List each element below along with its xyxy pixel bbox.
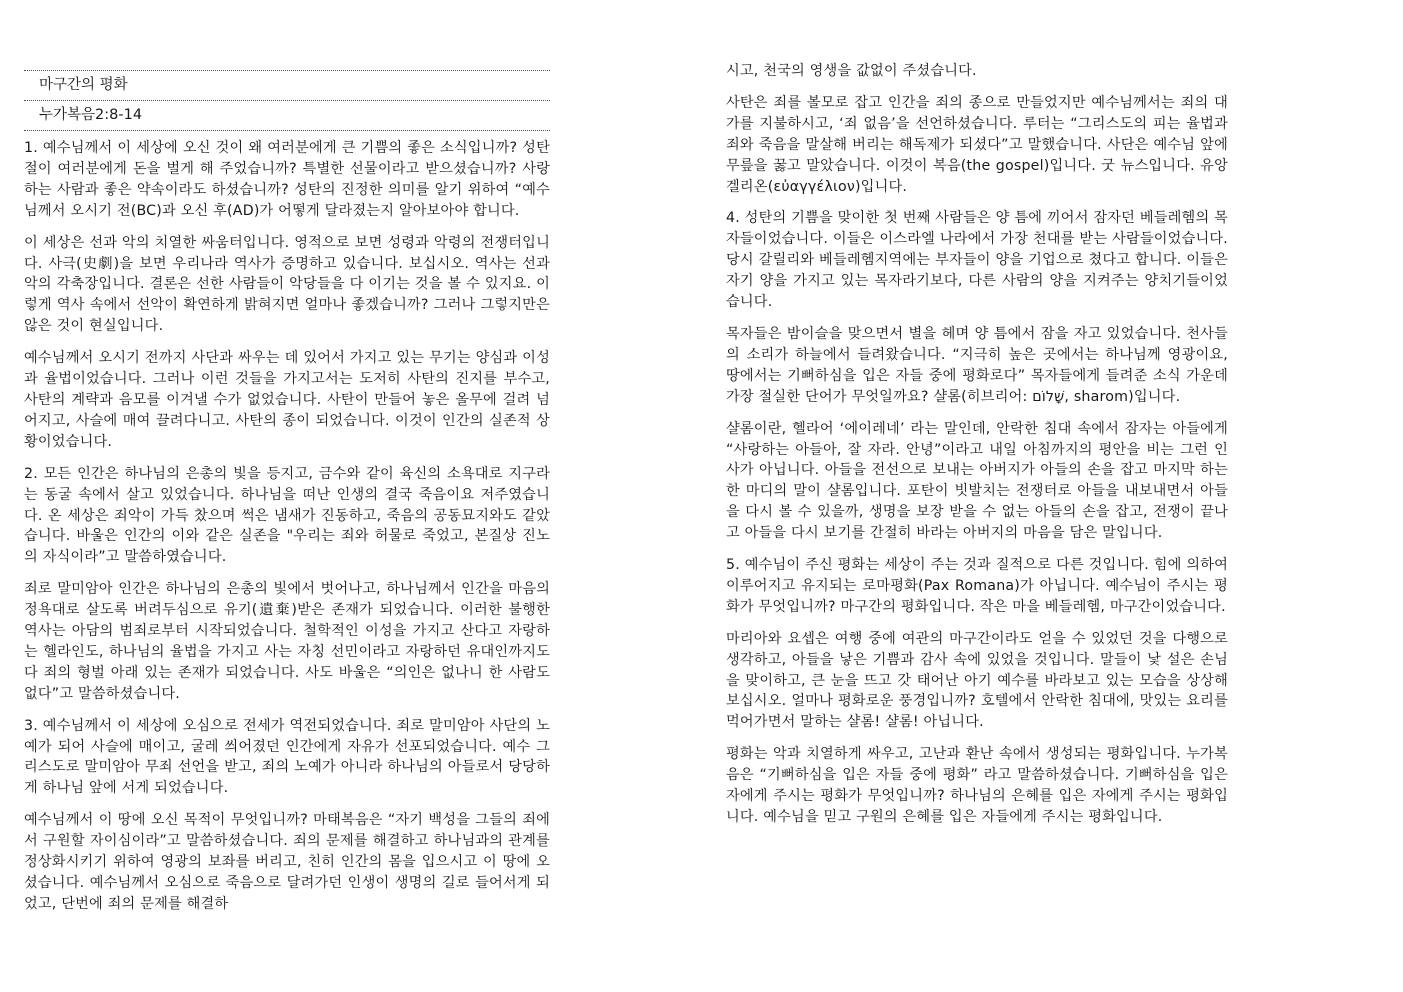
paragraph-6: 3. 예수님께서 이 세상에 오심으로 전세가 역전되었습니다. 죄로 말미암아 사단의 노예가 되어 사슬에 매이고, 굴레 씌어졌던 인간에게 자유가 선포되었습니다. 예수 그리스도로 말미암아 무죄 선언을 받고, 죄의 노예가 아니라 하나님의 아들로서 당당하게 하나님 앞에 서게 되었습니다. xyxy=(24,717,550,797)
header-block xyxy=(24,70,550,131)
paragraph-9: 사탄은 죄를 볼모로 잡고 인간을 죄의 종으로 만들었지만 예수님께서는 죄의 대가를 지불하시고, ‘죄 없음’을 선언하셨습니다. 루터는 “그리스도의 피는 율법과 죄와 죽음을 말살해 버리는 해독제가 되셨다”고 말했습니다. 사단은 예수님 앞에 무릎을 꿇고 말았습니다. 이것이 복음(the gospel)입니다. 굿 뉴스입니다. 유앙겔리온(εὐαγγέλιον)입니다. xyxy=(726,94,1228,195)
scripture-reference: 누가복음2:8-14 xyxy=(24,101,550,131)
right-column xyxy=(726,61,1228,839)
sermon-title: 마구간의 평화 xyxy=(24,70,550,101)
paragraph-2: 이 세상은 선과 악의 치열한 싸움터입니다. 영적으로 보면 성령과 악령의 전쟁터입니다. 사극(史劇)을 보면 우리나라 역사가 증명하고 있습니다. 보십시오. 역사는 선과 악의 각축장입니다. 결론은 선한 사람들이 악당들을 다 이기는 것을 볼 수 있지요. 이렇게 역사 속에서 선악이 확연하게 밝혀지면 얼마나 좋겠습니까? 그러나 그렇지만은 않은 것이 현실입니다. xyxy=(24,234,550,335)
paragraph-7: 예수님께서 이 땅에 오신 목적이 무엇입니까? 마태복음은 “자기 백성을 그들의 죄에서 구원할 자이심이라”고 말씀하셨습니다. 죄의 문제를 해결하고 하나님과의 관계를 정상화시키기 위하여 영광의 보좌를 버리고, 친히 인간의 몸을 입으시고 이 땅에 오셨습니다. 예수님께서 오심으로 죽음으로 달려가던 인생이 생명의 길로 들어서게 되었고, 단번에 죄의 문제를 해결하 xyxy=(24,812,550,912)
paragraph-10: 4. 성탄의 기쁨을 맞이한 첫 번째 사람들은 양 틈에 끼어서 잠자던 베들레헴의 목자들이었습니다. 이들은 이스라엘 나라에서 가장 천대를 받는 사람들이었습니다. 당시 갈릴리와 베들레헴지역에는 부자들이 양을 기업으로 쳤다고 합니다. 이들은 자기 양을 가지고 있는 목자라기보다, 다른 사람의 양을 지켜주는 양치기들이었습니다. xyxy=(726,210,1228,311)
paragraph-3: 예수님께서 오시기 전까지 사단과 싸우는 데 있어서 가지고 있는 무기는 양심과 이성과 율법이었습니다. 그러나 이런 것들을 가지고서는 도저히 사탄의 진지를 부수고, 사탄의 계략과 음모를 이겨낼 수가 없었습니다. 사탄이 만들어 놓은 올무에 걸려 넘어지고, 사슬에 매여 끌려다니고. 사탄의 종이 되었습니다. 이것이 인간의 실존적 상황이었습니다. xyxy=(24,350,550,450)
paragraph-13: 5. 예수님이 주신 평화는 세상이 주는 것과 질적으로 다른 것입니다. 힘에 의하여 이루어지고 유지되는 로마평화(Pax Romana)가 아닙니다. 예수님이 주시는 평화가 무엇입니까? 마구간의 평화입니다. 작은 마을 베들레헴, 마구간이었습니다. xyxy=(726,557,1228,615)
paragraph-4: 2. 모든 인간은 하나님의 은총의 빛을 등지고, 금수와 같이 육신의 소욕대로 지구라는 동굴 속에서 살고 있었습니다. 하나님을 떠난 인생의 결국 죽음이요 저주였습니다. 온 세상은 죄악이 가득 찼으며 썩은 냄새가 진동하고, 죽음의 공동묘지와도 같았습니다. 바울은 인간의 이와 같은 실존을 "우리는 죄와 허물로 죽었고, 본질상 진노의 자식이라”고 말씀하였습니다. xyxy=(24,465,550,566)
paragraph-8: 시고, 천국의 영생을 값없이 주셨습니다. xyxy=(726,63,977,79)
paragraph-1: 1. 예수님께서 이 세상에 오신 것이 왜 여러분에게 큰 기쁨의 좋은 소식입니까? 성탄절이 여러분에게 돈을 벌게 해 주었습니까? 특별한 선물이라고 받으셨습니까? 사랑하는 사람과 좋은 약속이라도 하셨습니까? 성탄의 진정한 의미를 알기 위하여 “예수님께서 오시기 전(BC)과 오신 후(AD)가 어떻게 달라졌는지 알아보아야 합니다. xyxy=(24,140,550,219)
paragraph-11: 목자들은 밤이슬을 맞으면서 별을 헤며 양 틈에서 잠을 자고 있었습니다. 천사들의 소리가 하늘에서 들려왔습니다. “지극히 높은 곳에서는 하나님께 영광이요, 땅에서는 기뻐하심을 입은 자들 중에 평화로다” 목자들에게 들려준 소식 가운데 가장 절실한 단어가 무엇일까요? 샬롬(히브리어: שָׁלוֹם, sharom)입니다. xyxy=(726,325,1228,405)
left-column xyxy=(24,70,550,926)
paragraph-5: 죄로 말미암아 인간은 하나님의 은총의 빛에서 벗어나고, 하나님께서 인간을 마음의 정욕대로 살도록 버려두심으로 유기(遺棄)받은 존재가 되었습니다. 이러한 불행한 역사는 아담의 범죄로부터 시작되었습니다. 철학적인 이성을 가지고 산다고 자랑하는 헬라인도, 하나님의 율법을 가지고 사는 자칭 선민이라고 자랑하던 유대인까지도 다 죄의 형벌 아래 있는 존재가 되었습니다. 사도 바울은 “의인은 없나니 한 사람도 없다”고 말씀하셨습니다. xyxy=(24,581,550,702)
paragraph-15: 평화는 악과 치열하게 싸우고, 고난과 환난 속에서 생성되는 평화입니다. 누가복음은 “기뻐하심을 입은 자들 중에 평화” 라고 말씀하셨습니다. 기뻐하심을 입은 자에게 주시는 평화가 무엇입니까? 하나님의 은혜를 입은 자에게 주시는 평화입니다. 예수님을 믿고 구원의 은혜를 입은 자들에게 주시는 평화입니다. xyxy=(726,746,1228,825)
right-page xyxy=(701,0,1403,992)
paragraph-12: 샬롬이란, 헬라어 ‘에이레네’ 라는 말인데, 안락한 침대 속에서 잠자는 아들에게 “사랑하는 아들아, 잘 자라. 안녕”이라고 내일 아침까지의 평안을 비는 그런 인사가 아닙니다. 아들을 전선으로 보내는 아버지가 아들의 손을 잡고 마지막 하는 한 마디의 말이 샬롬입니다. 포탄이 빗발치는 전쟁터로 아들을 내보내면서 아들을 다시 볼 수 있을까, 생명을 보장 받을 수 없는 아들의 손을 잡고, 전쟁이 끝나고 아들을 다시 보기를 간절히 바라는 아버지의 마음을 담은 말입니다. xyxy=(726,420,1228,542)
paragraph-14: 마리아와 요셉은 여행 중에 여관의 마구간이라도 얻을 수 있었던 것을 다행으로 생각하고, 아들을 낳은 기쁨과 감사 속에 있었을 것입니다. 말들이 낯 설은 손님을 맞이하고, 큰 눈을 뜨고 갓 태어난 아기 예수를 바라보고 있는 모습을 상상해 보십시오. 얼마나 평화로운 풍경입니까? 호텔에서 안락한 침대에, 맛있는 요리를 먹어가면서 말하는 샬롬! 샬롬! 아닙니다. xyxy=(726,630,1228,731)
